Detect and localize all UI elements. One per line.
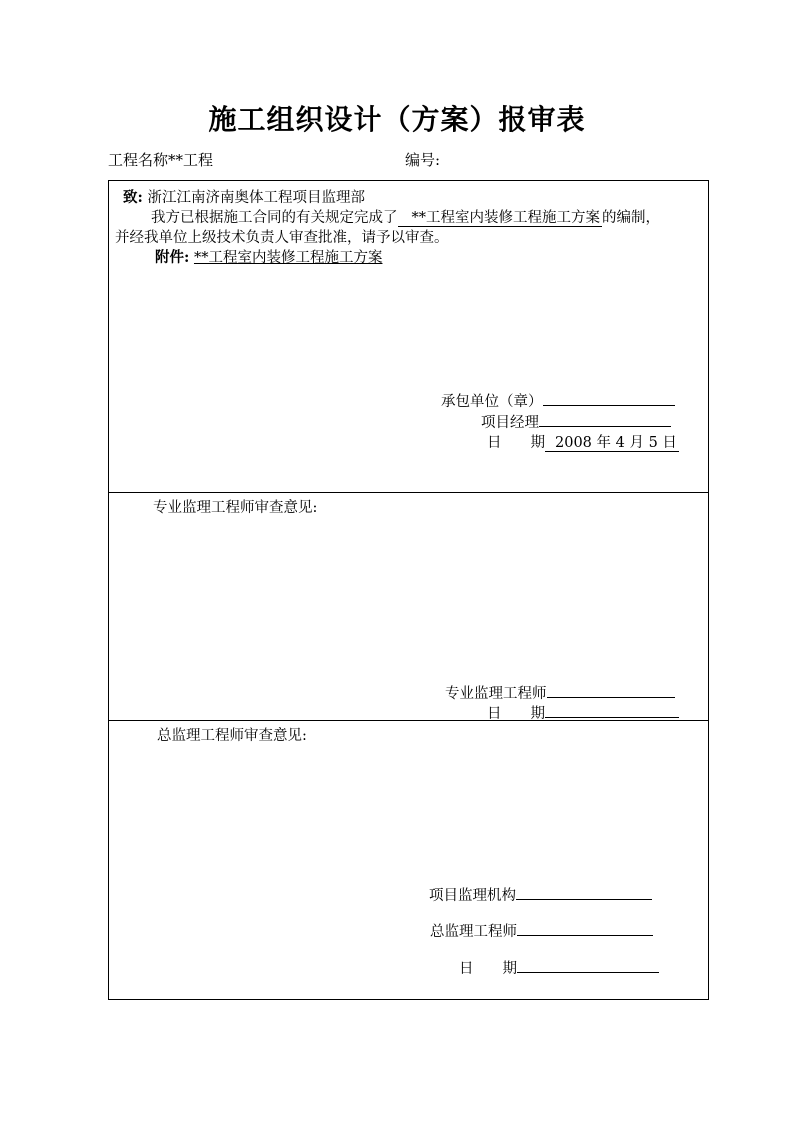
agency-signature-blank: [516, 884, 652, 900]
specialist-date-row: [487, 702, 679, 723]
recipient-name: 浙江江南济南奥体工程项目监理部: [147, 190, 365, 206]
agency-signature-row: [429, 884, 652, 905]
chief-engineer-label: 总监理工程师: [430, 924, 517, 940]
approval-form-table: [108, 180, 709, 1000]
number-label: 编号:: [405, 151, 441, 169]
submission-statement-line2: 并经我单位上级技术负责人审查批准，请予以审查。: [115, 230, 449, 246]
specialist-review-heading: 专业监理工程师审查意见:: [153, 500, 318, 516]
manager-signature-row: [481, 411, 671, 432]
attachment-label: 附件:: [155, 249, 190, 266]
recipient-line: [123, 186, 365, 207]
section-divider-1: [109, 492, 708, 493]
chief-date-row: [459, 957, 659, 978]
statement-prefix: 我方已根据施工合同的有关规定完成了: [151, 210, 398, 226]
specialist-engineer-label: 专业监理工程师: [445, 686, 547, 702]
specialist-date-label: 日 期: [487, 706, 545, 722]
date-label: 日 期: [487, 435, 545, 451]
submission-date-row: [487, 431, 679, 452]
chief-review-heading: 总监理工程师审查意见:: [157, 728, 307, 744]
manager-label: 项目经理: [481, 415, 539, 431]
page-title: 施工组织设计（方案）报审表: [208, 103, 586, 136]
project-name-label: 工程名称**工程: [108, 151, 214, 169]
manager-signature-blank: [539, 411, 671, 427]
attachment-line: [155, 246, 382, 267]
chief-signature-row: [430, 920, 653, 941]
plan-name-field: **工程室内装修工程施工方案: [398, 210, 603, 227]
submission-date-value: 2008 年 4 月 5 日: [545, 435, 679, 452]
attachment-value: **工程室内装修工程施工方案: [193, 250, 383, 266]
contractor-signature-row: [441, 390, 675, 411]
contractor-signature-blank: [543, 390, 675, 406]
submission-statement-line1: [151, 206, 660, 227]
statement-suffix: 的编制，: [602, 210, 660, 226]
specialist-date-blank: [545, 702, 679, 718]
chief-date-blank: [517, 957, 659, 973]
contractor-label: 承包单位（章）: [441, 394, 543, 410]
specialist-signature-blank: [547, 682, 675, 698]
agency-label: 项目监理机构: [429, 888, 516, 904]
to-label: 致:: [123, 189, 143, 206]
chief-date-label: 日 期: [459, 961, 517, 977]
specialist-signature-row: [445, 682, 675, 703]
chief-signature-blank: [517, 920, 653, 936]
